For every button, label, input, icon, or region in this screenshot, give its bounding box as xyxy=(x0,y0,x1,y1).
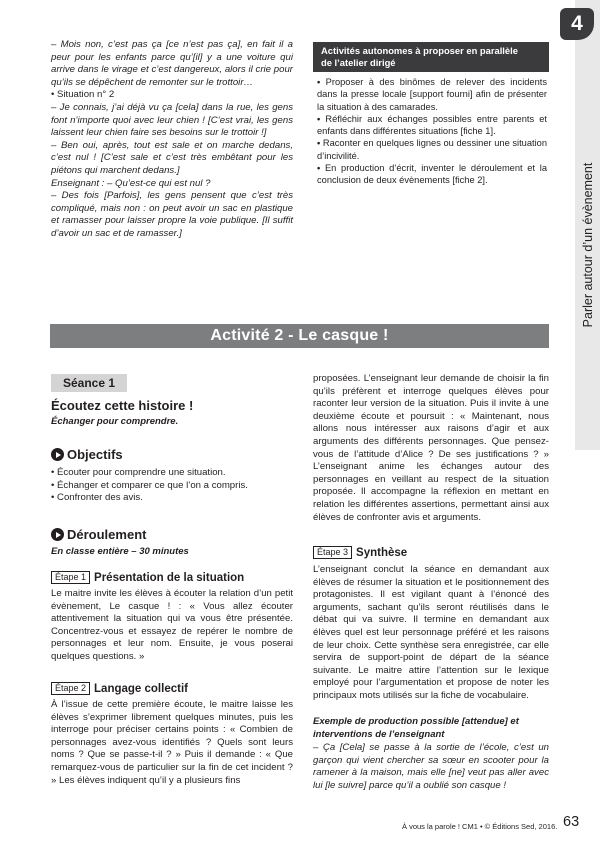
step-1-heading xyxy=(51,571,244,585)
step-label: Étape 3 xyxy=(313,546,352,559)
procedure-heading-text: Déroulement xyxy=(67,527,147,542)
objectives-heading xyxy=(51,447,123,463)
step-2-continued-text: proposées. L’enseignant leur demande de choisir la fin qu’ils préfèrent et interroge quelques élèves pour raconter leur version de la situation. Puis il invite à une deuxième écoute et poursuit : « Maintenant, nous allons nous intéresser aux raisons d’agir et aux arguments des différents personnages. Que pensez-vous de l’attitude d’Alice ? De ses justifications ? » L’enseignant anime les échanges autour des personnages en veillant au respect de la situation proposée. Il accompagne la réflexion en mettant en relation les différentes assertions, permettant ainsi aux élèves de confronter avis et arguments. xyxy=(313,373,549,523)
list-item: • En production d’écrit, inventer le déroulement et la conclusion de deux évènements [fiche 2]. xyxy=(317,162,547,187)
procedure-subtitle: En classe entière – 30 minutes xyxy=(51,546,189,557)
objectives-list xyxy=(51,467,293,505)
step-title: Présentation de la situation xyxy=(94,572,245,584)
list-item: • Proposer à des binômes de relever des incidents dans la presse locale [support fourni] afin de présenter la situation à des camarades. xyxy=(317,76,547,113)
example-text: – Ça [Cela] se passe à la sortie de l’école, c’est un garçon qui vient chercher sa sœur en scooter pour la ramener à la maison, mais elle [ne] veut pas aller avec lui [le suivre] parce qu’il a oublié son casque ! xyxy=(313,742,549,791)
activity-banner: Activité 2 - Le casque ! xyxy=(50,324,549,348)
header-line: Activités autonomes à proposer en parallèle xyxy=(321,45,518,56)
step-2-text: À l’issue de cette première écoute, le maitre laisse les élèves s’exprimer librement quelques minutes, puis les interroge pour préciser certains points : « Combien de personnages avez-vous identifiés ? Quels sont leurs noms ? Que se passe-t-il ? » Puis il demande : « Que remarquez-vous de particulier sur la fin de cet incident ? » Les élèves indiquent qu’il y a plusieurs fins xyxy=(51,699,293,786)
objectives-heading-text: Objectifs xyxy=(67,447,123,462)
chapter-number: 4 xyxy=(571,12,583,35)
list-item: • Échanger et comparer ce que l’on a compris. xyxy=(51,480,293,493)
step-1-text: Le maitre invite les élèves à écouter la relation d’un petit évènement, Le casque ! : « Vous allez écouter attentivement la situation qui va vous être présentée. Concentrez-vous et essayez de repérer le nombre de personnages et leur nom. Ensuite, je vous poserai quelques questions. » xyxy=(51,588,293,662)
dialogue-line: – Ben oui, après, tout est sale et on marche dedans, c’est nul ! [C’est sale et c’est très embêtant pour les piétons qui marchent dedans.] xyxy=(51,139,293,176)
header-line: de l’atelier dirigé xyxy=(321,57,396,68)
dialogue-line: Enseignant : – Qu’est-ce qui est nul ? xyxy=(51,177,211,189)
step-label: Étape 2 xyxy=(51,682,90,695)
dialogue-line: – Des fois [Parfois], les gens pensent que c’est très compliqué, mais non : on peut avoir un sac en plastique et ramasser pour laisser propre la voie publique. [Il suffit d’avoir un sac et de ramasser.] xyxy=(51,190,293,239)
step-label: Étape 1 xyxy=(51,571,90,584)
dialogue-line: – Je connais, j’ai déjà vu ça [cela] dans la rue, les gens font n’importe quoi avec leur chien ! [C’est vrai, les gens laissent leur chien faire ses besoins sur le trottoir !] xyxy=(51,101,293,139)
story-subtitle: Échanger pour comprendre. xyxy=(51,416,179,427)
autonomous-activities-box xyxy=(313,42,549,187)
autonomous-activities-header xyxy=(313,42,549,72)
list-item: • Réfléchir aux échanges possibles entre parents et enfants dans différentes situations [fiche 1]. xyxy=(317,113,547,138)
play-bullet-icon xyxy=(51,528,64,541)
list-item: • Écouter pour comprendre une situation. xyxy=(51,467,293,480)
page-footer: À vous la parole ! CM1 • © Éditions Sed, 2016. xyxy=(402,822,558,831)
step-title: Langage collectif xyxy=(94,683,188,695)
procedure-heading xyxy=(51,527,146,543)
story-title: Écoutez cette histoire ! xyxy=(51,398,194,413)
step-title: Synthèse xyxy=(356,547,408,559)
dialogue-block xyxy=(51,39,293,241)
step-3-text: L’enseignant conclut la séance en demandant aux élèves de résumer la situation et le positionnement des protagonistes. Il est vigilant quant à l’énoncé des arguments, sachant qu’ils seront réutilisés dans le débat qui va suivre. Il termine en demandant aux élèves quel est leur personnage préféré et les raisons de leur choix. Cette synthèse sera enregistrée, car elle servira de support-point de départ de la séance suivante. Le maitre attire l’attention sur le lexique employé pour l’argumentation et propose de noter les principaux mots utilisés sur la fiche de vocabulaire. xyxy=(313,564,549,701)
autonomous-activities-list xyxy=(313,76,549,187)
dialogue-line: – Mois non, c’est pas ça [ce n’est pas ça], en fait il a peur pour les enfants parce qu’[il] y a une voiture qui arrive dans le virage et c’est dangereux, alors il crie pour qu’ils se dépêchent de remonter sur le trottoir… xyxy=(51,39,293,88)
list-item: • Confronter des avis. xyxy=(51,492,293,505)
page-number: 63 xyxy=(563,814,580,830)
step-2-heading xyxy=(51,682,188,696)
list-item: • Raconter en quelques lignes ou dessiner une situation d’incivilité. xyxy=(317,137,547,162)
dialogue-line: • Situation n° 2 xyxy=(51,89,115,101)
chapter-title-text: Parler autour d’un évènement xyxy=(581,162,595,328)
step-3-heading xyxy=(313,546,407,560)
session-label: Séance 1 xyxy=(51,374,127,392)
example-heading: Exemple de production possible [attendue] et interventions de l’enseignant xyxy=(313,716,519,740)
play-bullet-icon xyxy=(51,448,64,461)
